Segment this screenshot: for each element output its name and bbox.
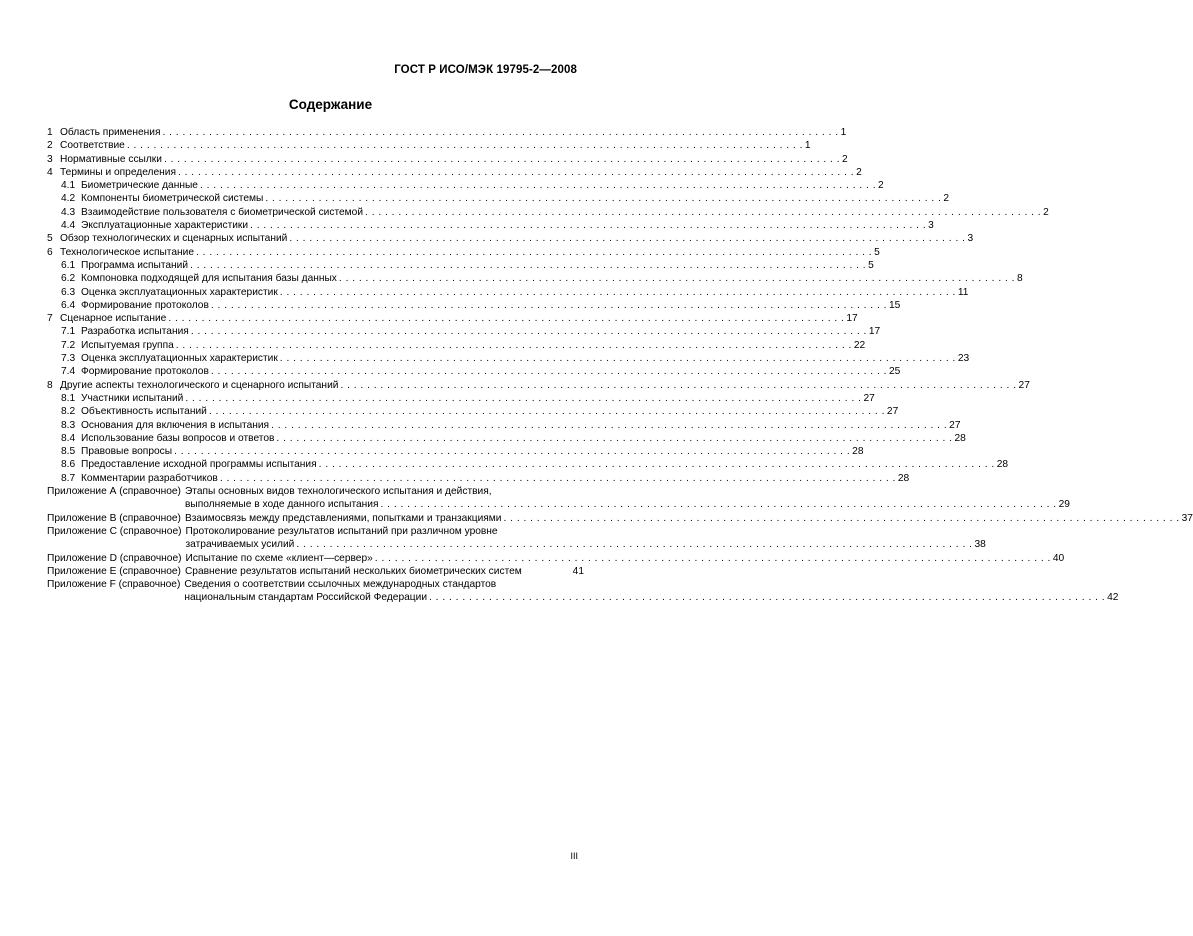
toc-entry-title: Термины и определения (60, 166, 176, 178)
toc-leader-dots (168, 312, 844, 325)
appendix-label: Приложение F (справочное) (47, 579, 181, 591)
toc-leader-dots (365, 206, 1041, 219)
toc-entry[interactable] (47, 192, 950, 205)
toc-leader-dots (381, 498, 1057, 511)
toc-entry-page: 28 (996, 459, 1009, 471)
toc-leader-dots (265, 192, 941, 205)
toc-appendix-entry[interactable] (47, 525, 986, 552)
toc-entry-number: 6.1 (61, 259, 76, 271)
toc-entry-number: 8.3 (61, 419, 76, 431)
toc-entry-title: Объективность испытаний (81, 406, 207, 418)
toc-entry-title: Основания для включения в испытания (81, 419, 270, 431)
toc-leader-dots (289, 232, 965, 245)
toc-entry-page: 8 (1016, 273, 1023, 285)
toc-entry-title: Другие аспекты технологического и сценарного испытаний (60, 379, 339, 391)
toc-entry-page: 2 (856, 166, 862, 178)
toc-entry-title: Формирование протоколов (81, 299, 209, 311)
toc-entry-title: Компоненты биометрической системы (81, 193, 264, 205)
toc-entry-page: 5 (874, 246, 880, 258)
toc-leader-dots (211, 299, 887, 312)
toc-entry-page: 2 (943, 193, 950, 205)
toc-leader-dots (162, 126, 838, 139)
toc-entry-title: Оценка эксплуатационных характеристик (81, 286, 278, 298)
toc-entry-page: 28 (852, 446, 864, 458)
toc-entry-page: 15 (888, 299, 901, 311)
toc-entry[interactable] (47, 325, 881, 338)
toc-entry-number: 7.2 (61, 339, 76, 351)
toc-entry-number: 2 (47, 140, 53, 152)
toc-leader-dots (174, 445, 850, 458)
toc-entry-page: 5 (868, 259, 874, 271)
page-title: Содержание (288, 97, 373, 112)
toc-entry-title: Технологическое испытание (60, 246, 195, 258)
toc-entry-page: 27 (863, 392, 875, 404)
toc-leader-dots (340, 379, 1016, 392)
appendix-page: 40 (1052, 552, 1065, 564)
appendix-title-line: выполняемые в ходе данного испытания (184, 499, 379, 511)
toc-entry-title: Соответствие (60, 140, 125, 152)
toc-appendix-entry[interactable] (47, 565, 584, 578)
toc-entry-number: 4.1 (61, 180, 76, 192)
toc-entry-page: 22 (853, 339, 866, 351)
toc-leader-dots (375, 552, 1051, 565)
toc-entry-title: Область применения (60, 127, 161, 138)
toc-leader-dots (191, 325, 867, 338)
toc-entry-title: Биометрические данные (81, 180, 198, 192)
appendix-page: 29 (1058, 499, 1070, 511)
toc-entry[interactable] (47, 472, 910, 485)
toc-entry-title: Программа испытаний (81, 259, 189, 271)
appendix-label: Приложение Е (справочное) (47, 565, 181, 577)
toc-entry[interactable] (47, 139, 811, 152)
toc-entry-number: 6 (47, 246, 53, 258)
toc-entry-title: Комментарии разработчиков (81, 472, 218, 484)
toc-leader-dots (200, 179, 876, 192)
toc-leader-dots (211, 365, 887, 378)
toc-entry-page: 2 (842, 153, 848, 165)
toc-entry[interactable] (47, 379, 1030, 392)
appendix-title-line: Этапы основных видов технологического испытания и действия, (184, 486, 492, 498)
toc-entry-number: 6.3 (61, 286, 76, 298)
appendix-title-line: Сведения о соответствии ссылочных международных стандартов (184, 579, 497, 591)
toc-entry[interactable] (47, 299, 901, 312)
toc-leader-dots (280, 286, 956, 299)
toc-entry-page: 27 (949, 419, 961, 431)
toc-entry-number: 1 (47, 127, 53, 138)
toc-entry[interactable] (47, 405, 899, 418)
table-of-contents (47, 126, 1193, 605)
toc-entry-page: 28 (897, 472, 910, 484)
toc-entry-page: 28 (954, 432, 966, 444)
toc-entry-title: Оценка эксплуатационных характеристик (81, 353, 278, 365)
toc-entry-page: 2 (878, 180, 884, 192)
toc-entry-number: 7.4 (61, 366, 76, 378)
toc-leader-dots (271, 419, 947, 432)
toc-entry[interactable] (47, 392, 875, 405)
toc-entry-number: 7 (47, 313, 53, 325)
toc-entry-page: 17 (868, 326, 881, 338)
appendix-page: 41 (572, 565, 584, 577)
toc-entry-number: 8 (47, 379, 53, 391)
toc-entry-page: 17 (846, 313, 858, 325)
toc-entry[interactable] (47, 365, 901, 378)
toc-entry[interactable] (47, 259, 874, 272)
toc-leader-dots (164, 153, 840, 166)
toc-entry-title: Разработка испытания (81, 326, 189, 338)
toc-entry-page: 1 (840, 127, 847, 138)
toc-entry-page: 3 (928, 220, 934, 232)
toc-entry[interactable] (47, 153, 848, 166)
toc-entry[interactable] (47, 352, 970, 365)
toc-entry-title: Компоновка подходящей для испытания базы данных (81, 273, 337, 285)
toc-entry-number: 7.3 (61, 353, 76, 365)
toc-entry-title: Использование базы вопросов и ответов (81, 432, 275, 444)
toc-leader-dots (176, 339, 852, 352)
toc-entry[interactable] (47, 232, 974, 245)
toc-entry-number: 8.6 (61, 459, 76, 471)
toc-entry[interactable] (47, 419, 961, 432)
appendix-title-line: Взаимосвязь между представлениями, попытками и транзакциями (184, 512, 502, 524)
toc-leader-dots (296, 538, 972, 551)
toc-entry-number: 8.4 (61, 432, 76, 444)
toc-entry[interactable] (47, 179, 884, 192)
toc-entry-number: 8.7 (61, 472, 76, 484)
appendix-title-line: Испытание по схеме «клиент—сервер» (185, 552, 373, 564)
toc-entry-title: Правовые вопросы (81, 446, 173, 458)
toc-entry-title: Нормативные ссылки (60, 153, 162, 165)
toc-leader-dots (339, 272, 1015, 285)
toc-entry[interactable] (47, 286, 969, 299)
toc-entry-title: Эксплуатационные характеристики (81, 220, 249, 232)
toc-entry-title: Сценарное испытание (60, 313, 167, 325)
toc-entry-title: Взаимодействие пользователя с биометрической системой (81, 206, 364, 218)
toc-entry[interactable] (47, 312, 858, 325)
toc-entry-number: 4 (47, 166, 53, 178)
toc-entry-page: 27 (1018, 379, 1030, 391)
toc-entry-page: 27 (886, 406, 899, 418)
toc-entry-number: 6.4 (61, 299, 76, 311)
toc-leader-dots (319, 458, 995, 471)
toc-entry-number: 4.4 (61, 220, 76, 232)
toc-entry[interactable] (47, 432, 966, 445)
toc-leader-dots (190, 259, 866, 272)
toc-leader-dots (209, 405, 885, 418)
toc-entry[interactable] (47, 339, 866, 352)
appendix-label: Приложение С (справочное) (47, 525, 182, 537)
appendix-title-line: затрачиваемых усилий (185, 539, 295, 551)
toc-appendix-entry[interactable] (47, 512, 1193, 525)
page-number: III (570, 851, 578, 861)
toc-entry-page: 1 (804, 140, 811, 152)
toc-entry-number: 4.3 (61, 206, 76, 218)
toc-leader-dots (276, 432, 952, 445)
appendix-title-line: Протоколирование результатов испытаний при различном уровне (185, 525, 498, 537)
appendix-page: 37 (1181, 512, 1193, 524)
toc-leader-dots (185, 392, 861, 405)
toc-entry[interactable] (47, 272, 1023, 285)
toc-leader-dots (196, 246, 872, 259)
toc-entry[interactable] (47, 458, 1009, 471)
toc-entry-number: 8.5 (61, 446, 76, 458)
toc-entry-page: 11 (957, 286, 969, 298)
appendix-title-line: национальным стандартам Российской Федерации (184, 592, 428, 604)
toc-entry-title: Предоставление исходной программы испытания (81, 459, 317, 471)
toc-appendix-entry[interactable] (47, 552, 1065, 565)
appendix-title-line: Сравнение результатов испытаний нескольких биометрических систем (184, 565, 522, 577)
appendix-label: Приложение D (справочное) (47, 552, 182, 564)
toc-appendix-entry[interactable] (47, 485, 1070, 512)
toc-leader-dots (280, 352, 956, 365)
toc-entry[interactable] (47, 246, 880, 259)
toc-leader-dots (429, 591, 1105, 604)
toc-entry[interactable] (47, 206, 1049, 219)
appendix-page: 42 (1107, 592, 1119, 604)
toc-entry-number: 8.2 (61, 406, 76, 418)
toc-leader-dots (220, 472, 896, 485)
document-code: ГОСТ Р ИСО/МЭК 19795-2—2008 (394, 64, 577, 76)
toc-entry[interactable] (47, 445, 864, 458)
toc-entry-title: Обзор технологических и сценарных испытаний (60, 233, 288, 245)
toc-entry[interactable] (47, 166, 862, 179)
toc-entry-page: 25 (888, 366, 901, 378)
toc-leader-dots (250, 219, 926, 232)
toc-entry[interactable] (47, 219, 934, 232)
toc-entry-number: 8.1 (61, 392, 76, 404)
toc-entry-page: 2 (1043, 206, 1049, 218)
toc-entry-title: Участники испытаний (81, 392, 184, 404)
appendix-label: Приложение А (справочное) (47, 486, 181, 498)
toc-entry-page: 23 (957, 353, 970, 365)
toc-leader-dots (127, 139, 803, 152)
appendix-page: 38 (974, 539, 986, 551)
toc-entry[interactable] (47, 126, 847, 139)
toc-entry-number: 5 (47, 233, 53, 245)
toc-entry-title: Формирование протоколов (81, 366, 209, 378)
toc-entry-number: 7.1 (61, 326, 76, 338)
toc-leader-dots (178, 166, 854, 179)
toc-entry-number: 3 (47, 153, 53, 165)
toc-entry-number: 4.2 (61, 193, 76, 205)
toc-leader-dots (504, 512, 1180, 525)
toc-appendix-entry[interactable] (47, 578, 1119, 605)
toc-entry-number: 6.2 (61, 273, 76, 285)
toc-entry-title: Испытуемая группа (81, 339, 174, 351)
appendix-label: Приложение В (справочное) (47, 512, 181, 524)
toc-entry-page: 3 (967, 233, 974, 245)
